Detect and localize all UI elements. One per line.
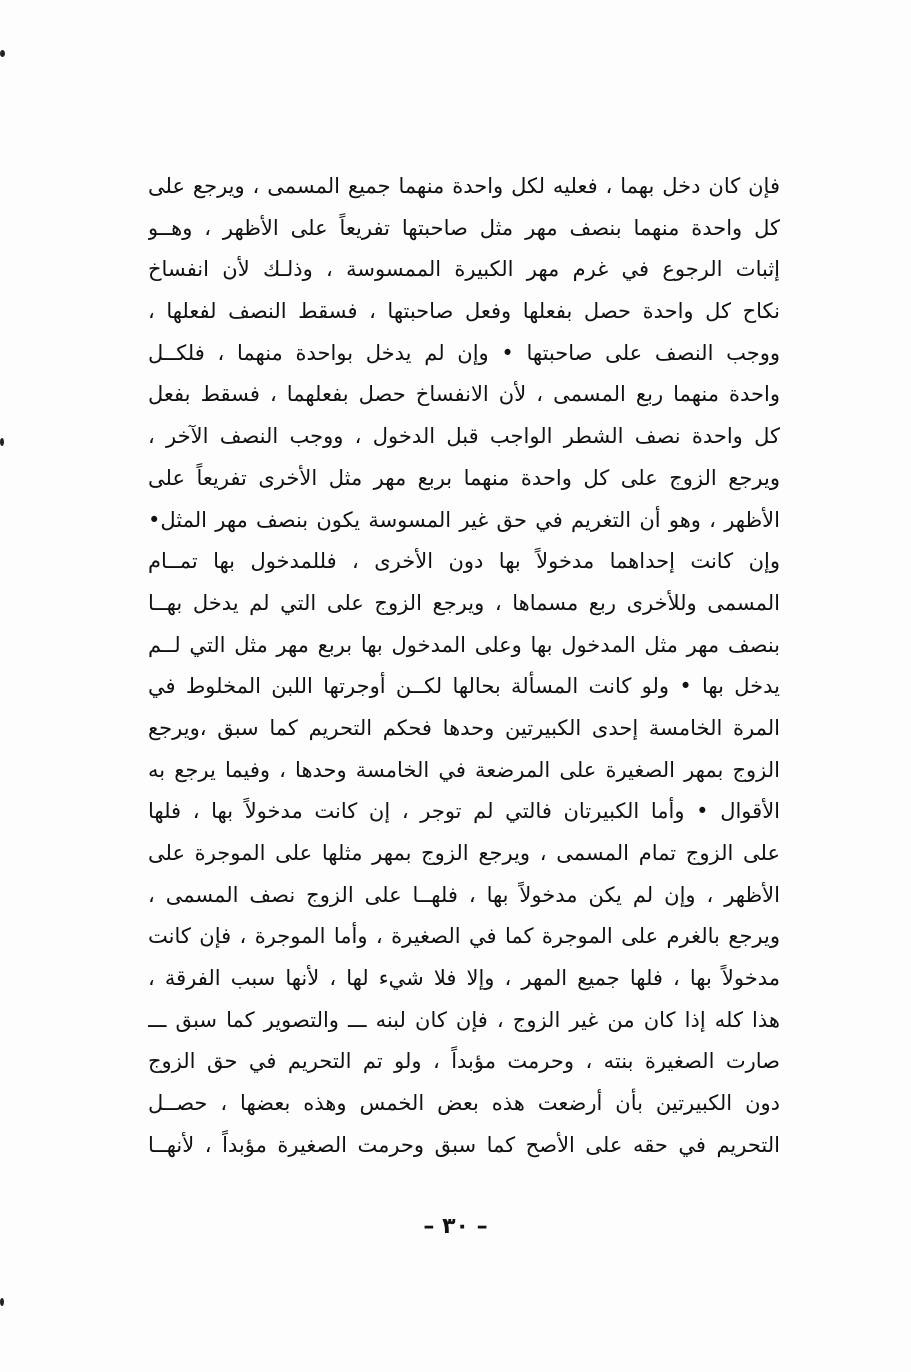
text-line: المسمى وللأخرى ربع مسماها ، ويرجع الزوج على التي لم يدخل بهــا [148,590,780,615]
text-line: ويرجع الزوج على كل واحدة منهما بربع مهر مثل الأخرى تفريعاً على [148,465,780,490]
text-line: بنصف مهر مثل المدخول بها وعلى المدخول بها بربع مهر مثل التي لــم [148,632,780,657]
page-number: – ٣٠ – [423,1214,488,1239]
text-line: كل واحدة منهما بنصف مهر مثل صاحبتها تفريعاً على الأظهر ، وهــو [148,215,780,240]
text-line: ووجب النصف على صاحبتها • وإن لم يدخل بواحدة منهما ، فلكــل [148,340,780,365]
scan-edge-mark [0,50,5,57]
text-line: واحدة منهما ربع المسمى ، لأن الانفساخ حصل بفعلهما ، فسقط بفعل [148,382,780,407]
text-line: نكاح كل واحدة حصل بفعلها وفعل صاحبتها ، فسقط النصف لفعلها ، [148,299,780,324]
text-line: الأظهر ، وإن لم يكن مدخولاً بها ، فلهــا على الزوج نصف المسمى ، [148,882,780,907]
text-line: كل واحدة نصف الشطر الواجب قبل الدخول ، ووجب النصف الآخر ، [148,424,780,449]
text-line: التحريم في حقه على الأصح كما سبق وحرمت الصغيرة مؤبداً ، لأنهــا [148,1132,780,1157]
scan-edge-mark [0,438,4,446]
text-line: فإن كان دخل بهما ، فعليه لكل واحدة منهما جميع المسمى ، ويرجع على [148,174,780,198]
text-line: دون الكبيرتين بأن أرضعت هذه بعض الخمس وهذه بعضها ، حصــل [148,1091,780,1116]
text-line: الزوج بمهر الصغيرة على المرضعة في الخامسة وحدها ، وفيما يرجع به [148,757,780,782]
text-line: هذا كله إذا كان من غير الزوج ، فإن كان لبنه ـــ والتصوير كما سبق ـــ [148,1007,780,1032]
body-text [148,166,780,1167]
text-line: صارت الصغيرة بنته ، وحرمت مؤبداً ، ولو تم التحريم في حق الزوج [148,1049,780,1074]
text-line: الأظهر ، وهو أن التغريم في حق غير المسوسة يكون بنصف مهر المثل• [148,507,780,532]
text-line: يدخل بها • ولو كانت المسألة بحالها لكــن أوجرتها اللبن المخلوط في [148,674,780,699]
text-line: إثبات الرجوع في غرم مهر الكبيرة الممسوسة ، وذلـك لأن انفساخ [148,257,780,282]
text-line: المرة الخامسة إحدى الكبيرتين وحدها فحكم التحريم كما سبق ،ويرجع [148,715,780,740]
text-line: الأقوال • وأما الكبيرتان فالتي لم توجر ، إن كانت مدخولاً بها ، فلها [148,799,780,824]
text-line: ويرجع بالغرم على الموجرة كما في الصغيرة ، وأما الموجرة ، فإن كانت [148,924,780,949]
text-line: مدخولاً بها ، فلها جميع المهر ، وإلا فلا شيء لها ، لأنها سبب الفرقة ، [148,966,780,991]
text-line: وإن كانت إحداهما مدخولاً بها دون الأخرى ، فللمدخول بها تمــام [148,549,780,574]
text-line: على الزوج تمام المسمى ، ويرجع الزوج بمهر مثلها على الموجرة على [148,841,780,865]
scan-edge-mark [0,1298,4,1306]
